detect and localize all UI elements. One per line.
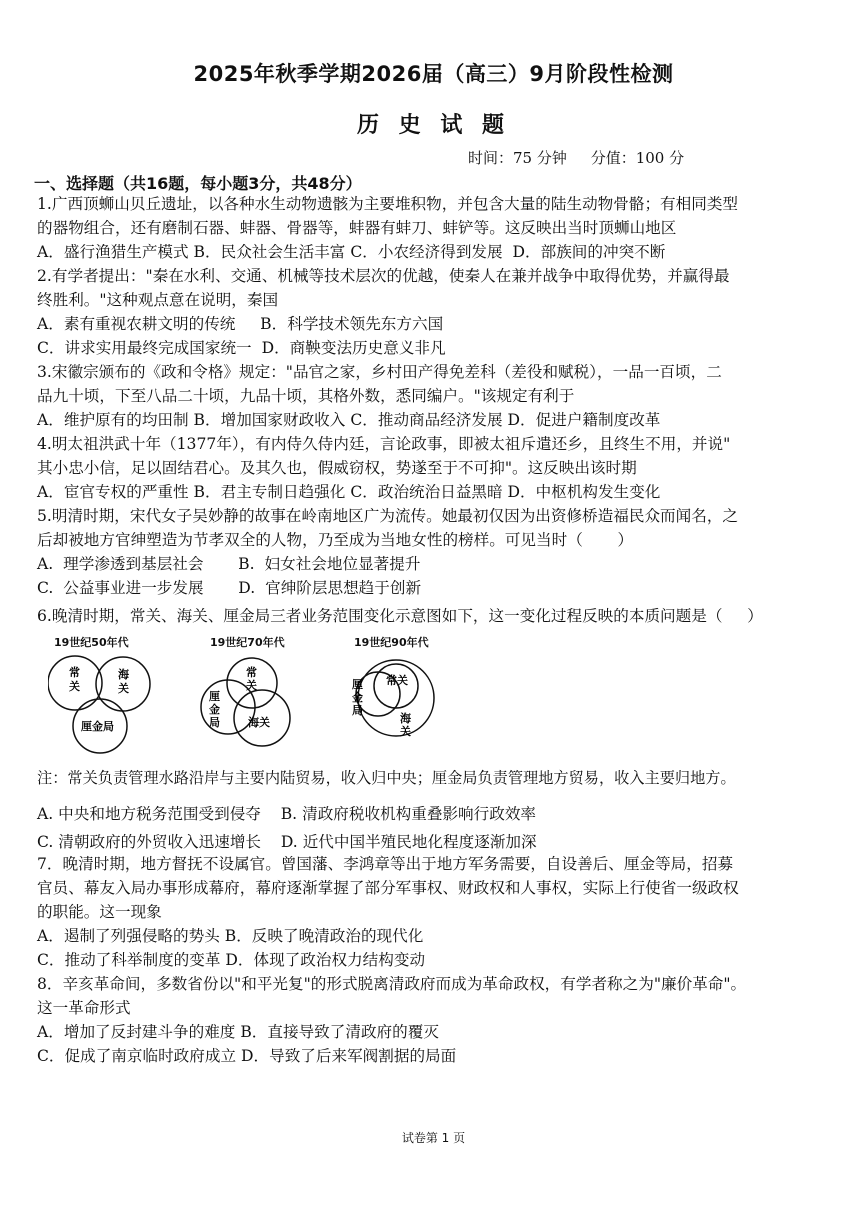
haiguan-label-1: 海: [400, 712, 411, 725]
haiguan-label: 海关: [248, 716, 270, 729]
q7-stem-line-2: 官员、幕友入局办事形成幕府，幕府逐渐掌握了部分军事权、财政权和人事权，实际上行使省一级政权: [37, 879, 739, 897]
section-title: 一、选择题（共16题，每小题3分，共48分）: [34, 174, 362, 193]
venn-1850s: [48, 648, 168, 778]
page-footer: 试卷第 1 页: [401, 1131, 466, 1145]
lijin-label-3: 局: [352, 704, 363, 717]
diagram-title-1850s: 19世纪50年代: [54, 636, 129, 649]
changguan-label: 常关: [386, 674, 408, 687]
q4-stem-line-2: 其小忠小信，足以固结君心。及其久也，假威窃权，势遂至于不可抑"。这反映出该时期: [37, 459, 637, 477]
haiguan-label: 海: [118, 668, 129, 681]
q8-options-line-1: A．增加了反封建斗争的难度 B．直接导致了清政府的覆灭: [37, 1023, 439, 1041]
q7-stem-line-1: 7．晚清时期，地方督抚不设属官。曾国藩、李鸿章等出于地方军务需要，自设善后、厘金等局，招募: [37, 855, 734, 873]
q8-options-line-2: C．促成了南京临时政府成立 D．导致了后来军阀割据的局面: [37, 1047, 457, 1065]
venn-1870s: [196, 648, 316, 778]
q8-stem-line-2: 这一革命形式: [37, 999, 131, 1017]
haiguan-circle: [358, 660, 434, 736]
q2-stem-line-1: 2.有学者提出："秦在水利、交通、机械等技术层次的优越，使秦人在兼并战争中取得优势，并赢得最: [37, 267, 730, 285]
changguan-label-2: 关: [69, 680, 80, 693]
lijin-label-2: 金: [209, 703, 220, 716]
q1-options: A．盛行渔猎生产模式 B．民众社会生活丰富 C．小农经济得到发展 D．部族间的冲突不断: [37, 243, 666, 261]
q7-options-line-2: C．推动了科举制度的变革 D．体现了政治权力结构变动: [37, 951, 426, 969]
lijin-label-3: 局: [209, 716, 220, 729]
q6-stem-line-1: 6.晚清时期，常关、海关、厘金局三者业务范围变化示意图如下，这一变化过程反映的本质问题是（ ）: [37, 607, 763, 625]
exam-time-score: 时间：75 分钟 分值：100 分: [468, 149, 685, 167]
q4-options: A．宦官专权的严重性 B．君主专制日趋强化 C．政治统治日益黑暗 D．中枢机构发生变化: [37, 483, 661, 501]
haiguan-label-2: 关: [400, 725, 411, 738]
q8-stem-line-1: 8．辛亥革命间，多数省份以"和平光复"的形式脱离清政府而成为革命政权，有学者称之为"廉价革命"。: [37, 975, 747, 993]
lijin-label-2: 金: [352, 691, 363, 704]
lijin-label-1: 厘: [209, 690, 220, 703]
venn-1890s: [344, 648, 464, 778]
haiguan-label-2: 关: [118, 682, 129, 695]
q5-stem-line-2: 后却被地方官绅塑造为节孝双全的人物，乃至成为当地女性的榜样。可见当时（ ）: [37, 531, 634, 549]
q3-options: A．维护原有的均田制 B．增加国家财政收入 C．推动商品经济发展 D．促进户籍制度改革: [37, 411, 661, 429]
changguan-label-1: 常: [246, 666, 257, 679]
q7-options-line-1: A．遏制了列强侵略的势头 B．反映了晚清政治的现代化: [37, 927, 424, 945]
q1-stem-line-2: 的器物组合，还有磨制石器、蚌器、骨器等，蚌器有蚌刀、蚌铲等。这反映出当时顶蛳山地区: [37, 219, 677, 237]
lijin-label: 厘金局: [81, 720, 114, 733]
q3-stem-line-2: 品九十顷，下至八品二十顷，九品十顷，其格外数，悉同编户。"该规定有利于: [37, 387, 575, 405]
q5-options-line-1: A. 理学渗透到基层社会 B. 妇女社会地位显著提升: [37, 555, 421, 573]
subject-title: 历 史 试 题: [357, 113, 510, 138]
q2-options-line-2: C．讲求实用最终完成国家统一 D．商鞅变法历史意义非凡: [37, 339, 446, 357]
q2-stem-line-2: 终胜利。"这种观点意在说明，秦国: [37, 291, 279, 309]
q5-stem-line-1: 5.明清时期，宋代女子吴妙静的故事在岭南地区广为流传。她最初仅因为出资修桥造福民众而闻名，之: [37, 507, 739, 525]
q1-stem-line-1: 1.广西顶蛳山贝丘遗址，以各种水生动物遗骸为主要堆积物，并包含大量的陆生动物骨骼；有相同类型: [37, 195, 739, 213]
q2-options-line-1: A．素有重视农耕文明的传统 B．科学技术领先东方六国: [37, 315, 444, 333]
diagram-title-1890s: 19世纪90年代: [354, 636, 429, 649]
q5-options-line-2: C. 公益事业进一步发展 D. 官绅阶层思想趋于创新: [37, 579, 422, 597]
diagram-title-1870s: 19世纪70年代: [210, 636, 285, 649]
q6-options-line-1: A. 中央和地方税务范围受到侵夺 B. 清政府税收机构重叠影响行政效率: [37, 805, 537, 823]
lijin-label-1: 厘: [352, 678, 363, 691]
q7-stem-line-3: 的职能。这一现象: [37, 903, 162, 921]
changguan-label: 常: [69, 666, 80, 679]
q3-stem-line-1: 3.宋徽宗颁布的《政和令格》规定："品官之家，乡村田产得免差科（差役和赋税），一品一百顷，二: [37, 363, 722, 381]
q6-options-line-2: C. 清朝政府的外贸收入迅速增长 D. 近代中国半殖民地化程度逐渐加深: [37, 833, 537, 851]
changguan-label-2: 关: [246, 679, 257, 692]
q6-note: 注：常关负责管理水路沿岸与主要内陆贸易，收入归中央；厘金局负责管理地方贸易，收入主要归地方。: [37, 769, 736, 787]
q4-stem-line-1: 4.明太祖洪武十年（1377年），有内侍久侍内廷，言论政事，即被太祖斥遣还乡，且终生不用，并说": [37, 435, 731, 453]
exam-title: 2025年秋季学期2026届（高三）9月阶段性检测: [193, 62, 674, 86]
